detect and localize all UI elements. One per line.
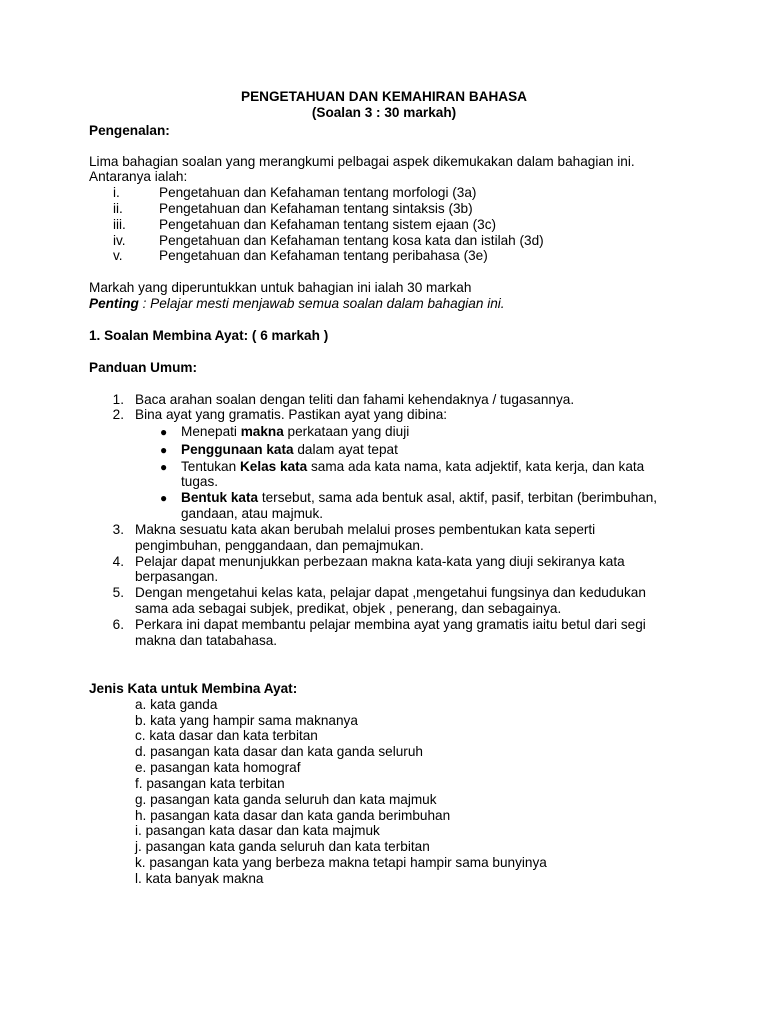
- guide-item-continuation: pengimbuhan, penggandaan, dan pemajmukan.: [135, 538, 424, 553]
- intro-line: Antaranya ialah:: [89, 169, 188, 184]
- marks-line: Markah yang diperuntukkan untuk bahagian ini ialah 30 markah: [89, 280, 472, 295]
- guide-item: Pelajar dapat menunjukkan perbezaan makna kata-kata yang diuji sekiranya kata: [135, 554, 625, 569]
- types-heading: Jenis Kata untuk Membina Ayat:: [89, 681, 298, 696]
- list-item: h. pasangan kata dasar dan kata ganda berimbuhan: [135, 808, 451, 823]
- page-title: PENGETAHUAN DAN KEMAHIRAN BAHASA: [241, 89, 527, 104]
- guide-item-continuation: berpasangan.: [135, 569, 219, 584]
- important-text: : Pelajar mesti menjawab semua soalan dalam bahagian ini.: [138, 296, 505, 311]
- bullet-icon: ●: [160, 425, 168, 439]
- list-item: j. pasangan kata ganda seluruh dan kata terbitan: [135, 839, 430, 854]
- bullet-icon: ●: [160, 491, 168, 505]
- list-item: a. kata ganda: [135, 697, 218, 712]
- guide-item: Bina ayat yang gramatis. Pastikan ayat yang dibina:: [135, 407, 448, 422]
- page-subtitle: (Soalan 3 : 30 markah): [311, 105, 457, 120]
- guide-number: 5.: [112, 585, 124, 600]
- list-item: Pengetahuan dan Kefahaman tentang sistem ejaan (3c): [159, 217, 497, 232]
- list-item: c. kata dasar dan kata terbitan: [135, 728, 318, 743]
- bullet-item-continuation: gandaan, atau majmuk.: [181, 506, 324, 521]
- list-item-number: i.: [113, 185, 120, 200]
- list-item: l. kata banyak makna: [135, 871, 264, 886]
- list-item: b. kata yang hampir sama maknanya: [135, 713, 358, 728]
- list-item-number: ii.: [113, 201, 123, 216]
- list-item: e. pasangan kata homograf: [135, 760, 301, 775]
- list-item: f. pasangan kata terbitan: [135, 776, 285, 791]
- intro-heading: Pengenalan:: [89, 123, 170, 138]
- guide-number: 3.: [112, 522, 124, 537]
- list-item-number: iv.: [113, 233, 126, 248]
- important-label: Penting: [89, 296, 139, 311]
- guide-item-continuation: makna dan tatabahasa.: [135, 633, 278, 648]
- guide-item: Perkara ini dapat membantu pelajar membina ayat yang gramatis iaitu betul dari segi: [135, 617, 646, 632]
- bullet-item: Menepati makna perkataan yang diuji: [181, 424, 410, 439]
- section-heading: 1. Soalan Membina Ayat: ( 6 markah ): [89, 328, 329, 343]
- list-item: Pengetahuan dan Kefahaman tentang sintaksis (3b): [159, 201, 473, 216]
- bullet-item: Penggunaan kata dalam ayat tepat: [181, 442, 398, 457]
- guide-number: 6.: [112, 617, 124, 632]
- list-item: d. pasangan kata dasar dan kata ganda seluruh: [135, 744, 423, 759]
- guide-number: 2.: [112, 407, 124, 422]
- guide-item: Baca arahan soalan dengan teliti dan fahami kehendaknya / tugasannya.: [135, 392, 575, 407]
- guide-number: 1.: [112, 392, 124, 407]
- list-item: i. pasangan kata dasar dan kata majmuk: [135, 823, 380, 838]
- list-item: Pengetahuan dan Kefahaman tentang kosa kata dan istilah (3d): [159, 233, 544, 248]
- guide-number: 4.: [112, 554, 124, 569]
- list-item: k. pasangan kata yang berbeza makna tetapi hampir sama bunyinya: [135, 855, 547, 870]
- bullet-item: Bentuk kata tersebut, sama ada bentuk asal, aktif, pasif, terbitan (berimbuhan,: [181, 490, 658, 505]
- list-item-number: v.: [113, 248, 123, 263]
- bullet-item-continuation: tugas.: [181, 474, 219, 489]
- guide-item: Makna sesuatu kata akan berubah melalui proses pembentukan kata seperti: [135, 522, 596, 537]
- list-item-number: iii.: [113, 217, 126, 232]
- bullet-item: Tentukan Kelas kata sama ada kata nama, kata adjektif, kata kerja, dan kata: [181, 459, 645, 474]
- important-note: [89, 296, 505, 312]
- bullet-icon: ●: [160, 460, 168, 474]
- bullet-icon: ●: [160, 443, 168, 457]
- list-item: Pengetahuan dan Kefahaman tentang peribahasa (3e): [159, 248, 488, 263]
- list-item: Pengetahuan dan Kefahaman tentang morfologi (3a): [159, 185, 477, 200]
- list-item: g. pasangan kata ganda seluruh dan kata majmuk: [135, 792, 437, 807]
- guide-heading: Panduan Umum:: [89, 360, 197, 375]
- guide-item-continuation: sama ada sebagai subjek, predikat, objek , penerang, dan sebagainya.: [135, 601, 562, 616]
- intro-line: Lima bahagian soalan yang merangkumi pelbagai aspek dikemukakan dalam bahagian ini.: [89, 154, 635, 169]
- guide-item: Dengan mengetahui kelas kata, pelajar dapat ,mengetahui fungsinya dan kedudukan: [135, 585, 646, 600]
